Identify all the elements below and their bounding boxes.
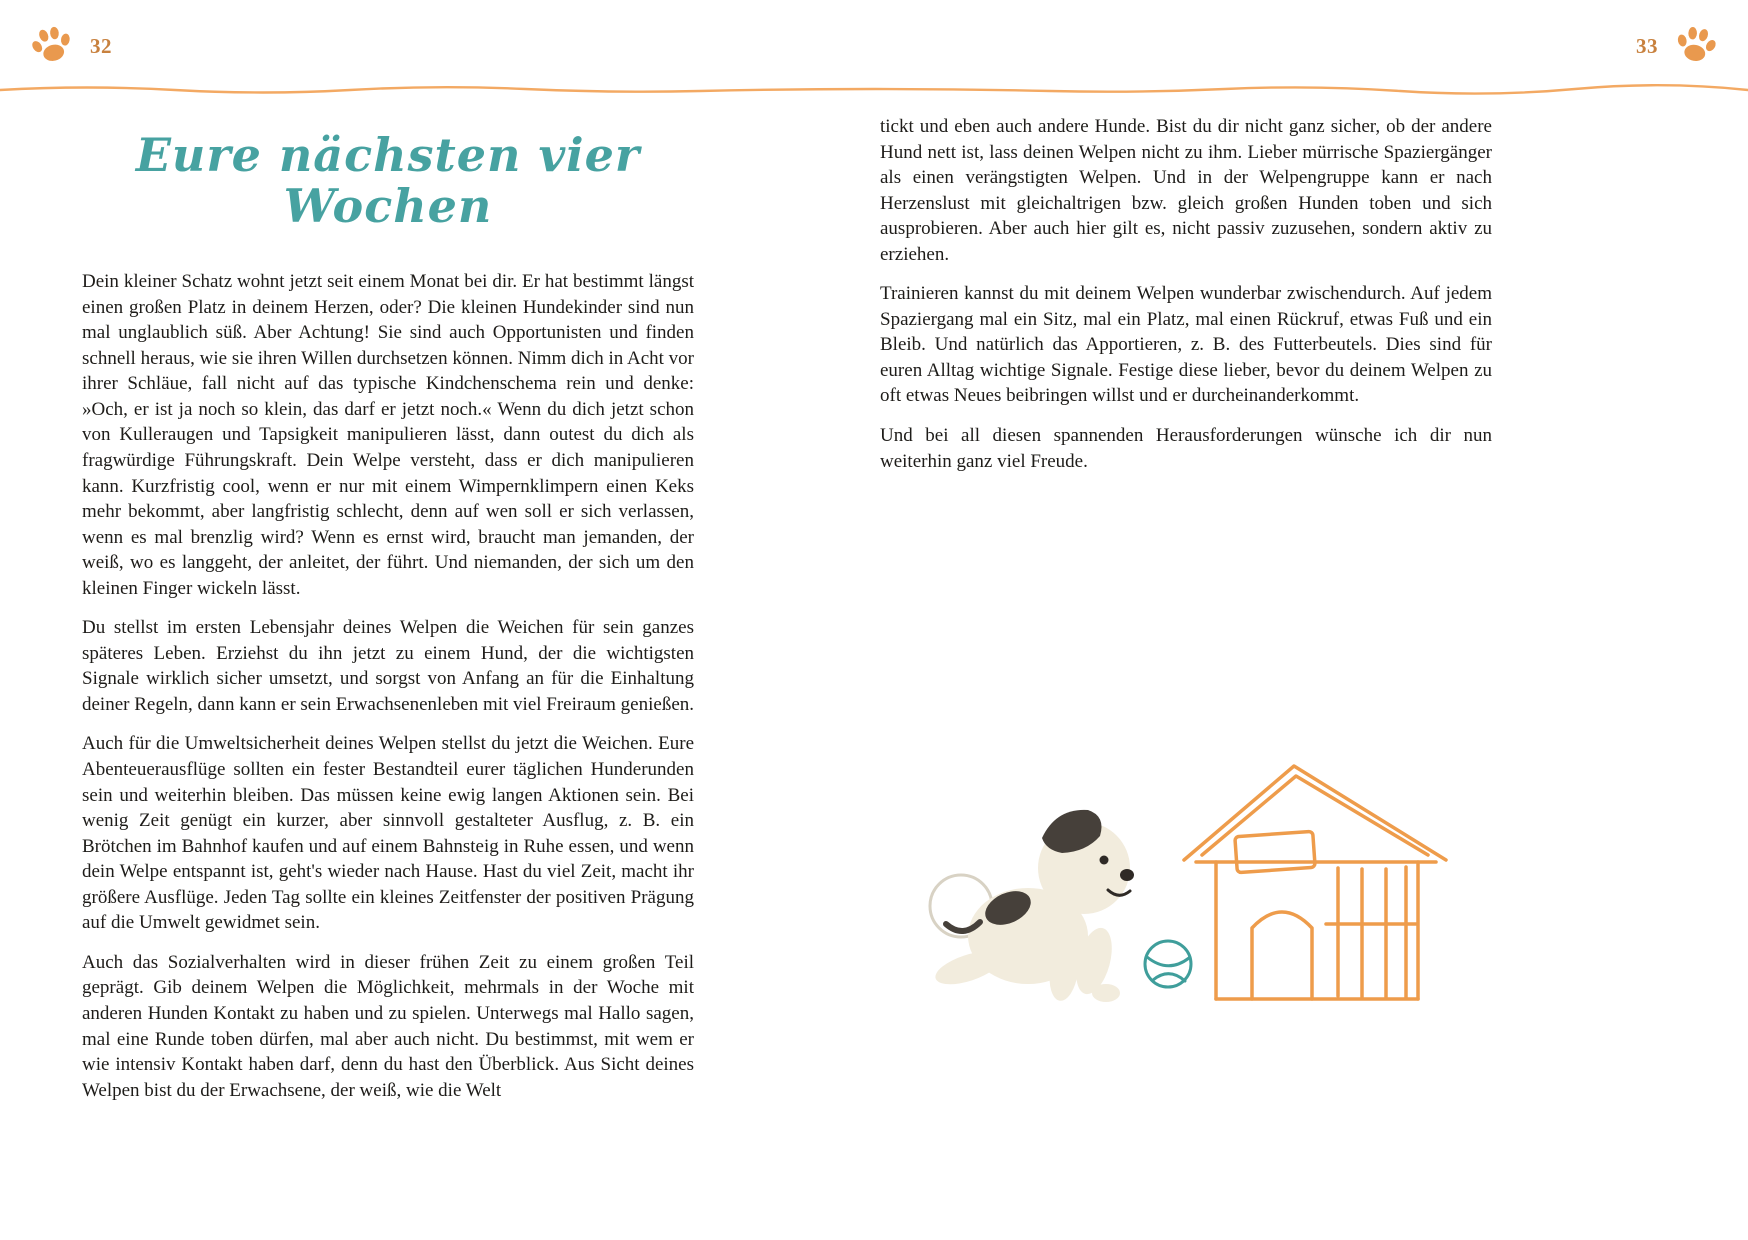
page-number-right: 33 bbox=[1636, 33, 1658, 58]
doghouse-icon bbox=[1184, 766, 1446, 999]
chapter-heading: Eure nächsten vier Wochen bbox=[135, 128, 641, 233]
ball-icon bbox=[1145, 941, 1191, 987]
left-page-text bbox=[82, 269, 694, 1103]
right-page-text bbox=[880, 114, 1492, 474]
puppy-ball-doghouse-drawing bbox=[916, 756, 1464, 1024]
paw-icon bbox=[1671, 21, 1722, 72]
paw-icon bbox=[25, 19, 78, 72]
paragraph: Dein kleiner Schatz wohnt jetzt seit einem Monat bei dir. Er hat bestimmt längst einen großen Platz in deinem Herzen, oder? Die kleinen Hundekinder sind nun mal unglaublich süß. Aber Achtung! Sie sind auch Opportunisten und finden schnell heraus, wie sie ihren Willen durchsetzen können. Nimm dich in Acht vor ihrer Schläue, fall nicht auf das typische Kindchenschema rein und denke: »Och, er ist ja noch so klein, das darf er jetzt noch.« Wenn du dich jetzt schon von Kulleraugen und Tapsigkeit manipulieren lässt, dann outest du dich als fragwürdige Führungskraft. Dein Welpe versteht, dass er dich manipulieren kann. Kurzfristig cool, wenn er nur mit einem Wimpernklimpern einen Keks mehr bekommt, aber langfristig schlecht, denn auf wen soll er sich verlassen, wenn es mal brenzlig wird? Wenn es ernst wird, braucht man jemanden, der weiß, wo es langgeht, der anleitet, der führt. Und niemanden, der sich um den kleinen Finger wickeln lässt. bbox=[82, 271, 695, 599]
page-number-left: 32 bbox=[90, 33, 112, 58]
puppy-illustration bbox=[916, 756, 1464, 1024]
paragraph: Und bei all diesen spannenden Herausforderungen wünsche ich dir nun weiterhin ganz viel Freude. bbox=[880, 425, 1492, 472]
right-page bbox=[880, 114, 1492, 488]
paragraph: Trainieren kannst du mit deinem Welpen wunderbar zwischendurch. Auf jedem Spaziergang mal ein Sitz, mal ein Platz, mal einen Rückruf, etwas Fuß und ein Bleib. Und natürlich das Apportieren, z. B. des Futterbeutels. Dies sind für euren Alltag wichtige Signale. Festige diese lieber, bevor du deinem Welpen zu oft etwas Neues beibringen willst und er durcheinanderkommt. bbox=[880, 283, 1492, 407]
paragraph: Du stellst im ersten Lebensjahr deines Welpen die Weichen für sein ganzes späteres Leben. Erziehst du ihn jetzt zu einem Hund, der die wichtigsten Signale wirklich sicher umsetzt, und sorgst von Anfang an für die Einhaltung deiner Regeln, dann kann er sein Erwachsenenleben mit viel Freiraum genießen. bbox=[82, 617, 694, 715]
page-corner-right bbox=[1636, 24, 1718, 68]
paragraph: tickt und eben auch andere Hunde. Bist du dir nicht ganz sicher, ob der andere Hund nett ist, lass deinen Welpen nicht zu ihm. Lieber mürrische Spaziergänger als einen verängstigten Welpen. Und in der Welpengruppe kann er nach Herzenslust mit gleichaltrigen bzw. gleich großen Hunden toben und sich ausprobieren. Aber auch hier gilt es, nicht passiv zuzusehen, sondern aktiv zu erziehen. bbox=[880, 116, 1492, 265]
paragraph: Auch für die Umweltsicherheit deines Welpen stellst du jetzt die Weichen. Eure Abenteuerausflüge sollten ein fester Bestandteil eurer täglichen Hunderunden sein und weiterhin bleiben. Das müssen keine ewig langen Aktionen sein. Bei wenig Zeit genügt ein kurzer, aber sinnvoll gestalteter Ausflug, z. B. ein Brötchen im Bahnhof kaufen und auf einem Bahnsteig in Ruhe essen, und wenn dein Welpe entspannt ist, geht's wieder nach Hause. Hast du viel Zeit, macht ihr größere Ausflüge. Jeden Tag sollte ein kleines Zeitfenster der positiven Prägung auf die Umwelt gewidmet sein. bbox=[82, 733, 694, 934]
page-corner-left bbox=[30, 24, 112, 68]
wavy-divider-line bbox=[0, 78, 1748, 102]
puppy-icon bbox=[930, 810, 1134, 1003]
left-page bbox=[82, 110, 694, 1117]
paragraph: Auch das Sozialverhalten wird in dieser frühen Zeit zu einem großen Teil geprägt. Gib deinem Welpen die Möglichkeit, mehrmals in der Woche mit anderen Hunden Kontakt zu haben und zu spielen. Unterwegs mal Hallo sagen, mal eine Runde toben dürfen, mal aber auch nicht. Du bestimmst, mit wem er wie intensiv Kontakt haben darf, denn du hast den Überblick. Aus Sicht deines Welpen bist du der Erwachsene, der weiß, wie die Welt bbox=[82, 951, 694, 1101]
